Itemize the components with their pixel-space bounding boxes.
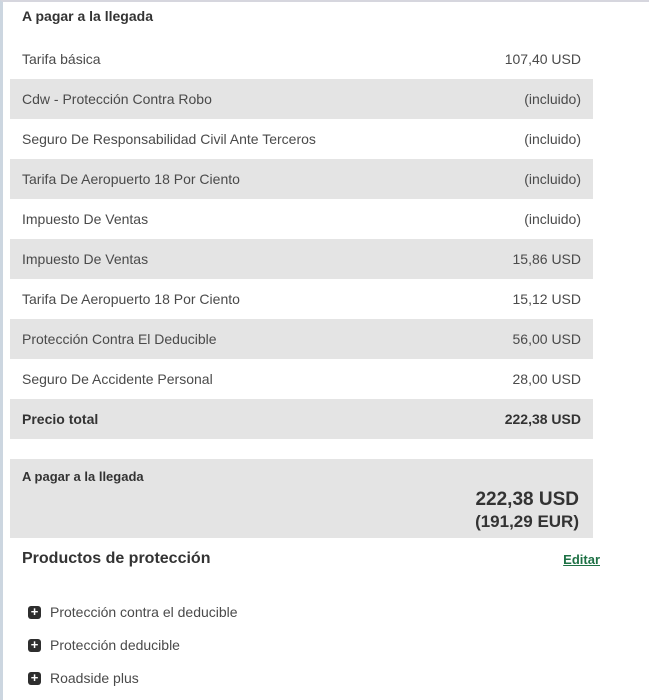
price-table	[10, 39, 593, 439]
row-label: Tarifa De Aeropuerto 18 Por Ciento	[22, 171, 240, 187]
summary-amounts	[22, 488, 579, 532]
row-value: (incluido)	[524, 91, 581, 107]
item-label: Roadside plus	[50, 670, 139, 686]
edit-link[interactable]: Editar	[563, 551, 600, 567]
summary-label: A pagar a la llegada	[22, 469, 144, 484]
protection-products-header	[10, 549, 600, 569]
total-amount-usd: 222,38 USD	[475, 489, 579, 510]
table-row	[10, 79, 593, 119]
row-label: Seguro De Accidente Personal	[22, 371, 213, 387]
row-value: (incluido)	[524, 211, 581, 227]
row-label: Seguro De Responsabilidad Civil Ante Terceros	[22, 131, 316, 147]
list-item[interactable]	[10, 635, 649, 655]
table-row	[10, 199, 593, 239]
table-row	[10, 39, 593, 79]
row-label: Cdw - Protección Contra Robo	[22, 91, 212, 107]
table-row	[10, 359, 593, 399]
table-row	[10, 159, 593, 199]
table-row	[10, 279, 593, 319]
section-title: Productos de protección	[22, 550, 211, 567]
row-value: (incluido)	[524, 131, 581, 147]
row-value: (incluido)	[524, 171, 581, 187]
plus-icon[interactable]: +	[28, 606, 41, 619]
total-amount-eur: (191,29 EUR)	[475, 512, 579, 531]
total-label: Precio total	[22, 411, 99, 427]
list-item[interactable]	[10, 602, 649, 622]
row-label: Protección Contra El Deducible	[22, 331, 217, 347]
list-item[interactable]	[10, 668, 649, 688]
total-row	[10, 399, 593, 439]
row-value: 15,12 USD	[512, 291, 581, 307]
total-value: 222,38 USD	[504, 411, 581, 427]
row-value: 107,40 USD	[504, 51, 581, 67]
row-value: 15,86 USD	[512, 251, 581, 267]
row-label: Impuesto De Ventas	[22, 251, 149, 267]
row-value: 56,00 USD	[512, 331, 581, 347]
table-row	[10, 119, 593, 159]
row-label: Impuesto De Ventas	[22, 211, 149, 227]
protection-products-list	[10, 602, 649, 688]
pay-on-arrival-summary	[10, 459, 593, 538]
item-label: Protección deducible	[50, 637, 180, 653]
plus-icon[interactable]: +	[28, 639, 41, 652]
item-label: Protección contra el deducible	[50, 604, 238, 620]
page-title: A pagar a la llegada	[22, 8, 153, 24]
table-row	[10, 239, 593, 279]
row-value: 28,00 USD	[512, 371, 581, 387]
row-label: Tarifa De Aeropuerto 18 Por Ciento	[22, 291, 240, 307]
table-row	[10, 319, 593, 359]
row-label: Tarifa básica	[22, 51, 101, 67]
plus-icon[interactable]: +	[28, 672, 41, 685]
